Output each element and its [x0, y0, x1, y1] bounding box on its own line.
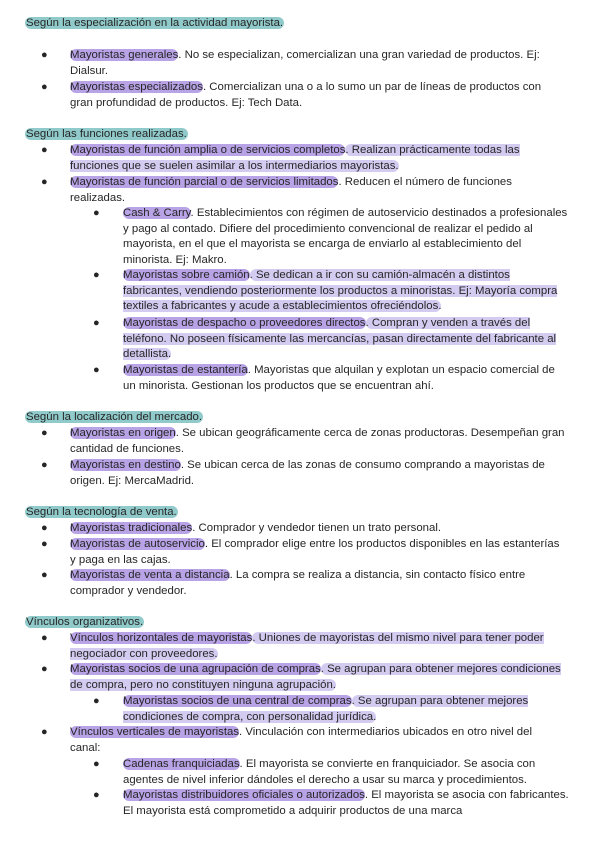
item-text: . Se ubican cerca de las zonas de consumo comprando a mayoristas de origen. Ej: MercaMadrid.: [70, 459, 545, 487]
list-item: [41, 568, 565, 599]
item-text: . Mayoristas que alquilan y explotan un espacio comercial de un minorista. Gestionan los productos que se encuentran ahí.: [123, 364, 555, 392]
term: Mayoristas en destino: [70, 459, 181, 471]
section-heading: Según las funciones realizadas.: [26, 128, 187, 140]
item-text: . Se dedican a ir con su camión-almacén a distintos fabricantes, vendiendo posteriormente los productos a minoristas. Ej: Mayoría compra textiles a fabricantes y acude a establecimientos ofreciéndolos.: [123, 269, 558, 313]
bullet-icon: ●: [41, 632, 48, 644]
list-item: [41, 662, 565, 693]
item-text: . Se agrupan para obtener mejores condiciones de compra, pero no constituyen ninguna agrupación.: [70, 663, 561, 691]
item-text: . Reducen el número de funciones realizadas.: [70, 176, 512, 204]
list-item: [41, 521, 565, 537]
bullet-icon: ●: [93, 789, 100, 801]
term: Mayoristas de autoservicio: [70, 538, 205, 550]
bullet-icon: ●: [41, 663, 48, 675]
list-item: [41, 143, 565, 174]
term: Mayoristas socios de una agrupación de compras: [70, 663, 321, 675]
list-item: [93, 206, 570, 268]
list-item: [41, 175, 565, 206]
item-text: . El mayorista se asocia con fabricantes. El mayorista está comprometido a adquirir productos de una marca: [123, 789, 569, 817]
bullet-icon: ●: [41, 538, 48, 550]
term: Mayoristas de despacho o proveedores directos: [123, 317, 366, 329]
list-item: [41, 80, 565, 111]
section-heading: Según la tecnología de venta.: [26, 506, 177, 518]
section-heading: Vínculos organizativos.: [26, 616, 144, 628]
item-text: . El mayorista se convierte en franquiciador. Se asocia con agentes de nivel inferior dándoles el derecho a usar su marca y procedimientos.: [123, 758, 536, 786]
bullet-icon: ●: [41, 459, 48, 471]
term: Mayoristas especializados: [70, 81, 203, 93]
item-text: . Vinculación con intermediarios ubicados en otro nivel del canal:: [70, 726, 532, 754]
list-item: [93, 268, 570, 315]
item-text: . Se ubican geográficamente cerca de zonas productoras. Desempeñan gran cantidad de funciones.: [70, 427, 565, 455]
term: Mayoristas de función amplia o de servicios completos: [70, 144, 346, 156]
section-heading: Según la localización del mercado.: [26, 411, 203, 423]
bullet-icon: ●: [41, 81, 48, 93]
list-item: [93, 757, 570, 788]
list-item: [41, 631, 565, 662]
term: Mayoristas distribuidores oficiales o autorizados: [123, 789, 365, 801]
term: Mayoristas de función parcial o de servicios limitados: [70, 176, 339, 188]
list-item: [93, 363, 570, 394]
bullet-icon: ●: [41, 522, 48, 534]
list-item: [41, 458, 565, 489]
item-text: . Comercializan una o a lo sumo un par de líneas de productos con gran profundidad de productos. Ej: Tech Data.: [70, 81, 542, 109]
item-text: . El comprador elige entre los productos disponibles en las estanterías y paga en las cajas.: [70, 538, 560, 566]
item-text: . Comprador y vendedor tienen un trato personal.: [192, 522, 442, 534]
list-item: [41, 48, 565, 79]
bullet-icon: ●: [41, 144, 48, 156]
term: Cadenas franquiciadas: [123, 758, 240, 770]
section-heading: Según la especialización en la actividad mayorista.: [26, 17, 284, 29]
item-text: . Establecimientos con régimen de autoservicio destinados a profesionales y pago al contado. Difiere del procedimiento convencional de realizar el pedido al mayorista, en el que el mayorista se encarga de enviarlo al establecimiento del minorista. Ej: Makro.: [123, 207, 568, 266]
term: Cash & Carry: [123, 207, 191, 219]
item-text: . Uniones de mayoristas del mismo nivel para tener poder negociador con proveedores.: [70, 632, 544, 660]
term: Mayoristas generales: [70, 49, 179, 61]
bullet-icon: ●: [41, 726, 48, 738]
bullet-icon: ●: [93, 207, 100, 219]
item-text: . La compra se realiza a distancia, sin contacto físico entre comprador y vendedor.: [70, 569, 526, 597]
bullet-icon: ●: [93, 269, 100, 281]
bullet-icon: ●: [41, 176, 48, 188]
term: Vínculos horizontales de mayoristas: [70, 632, 253, 644]
term: Mayoristas en origen: [70, 427, 176, 439]
term: Mayoristas de venta a distancia: [70, 569, 230, 581]
bullet-icon: ●: [41, 49, 48, 61]
item-text: . Realizan prácticamente todas las funciones que se suelen asimilar a los intermediarios mayoristas.: [70, 144, 520, 172]
bullet-icon: ●: [41, 569, 48, 581]
bullet-icon: ●: [93, 364, 100, 376]
bullet-icon: ●: [93, 695, 100, 707]
item-text: . Compran y venden a través del teléfono. No poseen físicamente las mercancías, pasan directamente del fabricante al detallista.: [123, 317, 557, 361]
bullet-icon: ●: [93, 317, 100, 329]
item-text: . Se agrupan para obtener mejores condiciones de compra, con personalidad jurídica.: [123, 695, 529, 723]
bullet-icon: ●: [41, 427, 48, 439]
term: Vínculos verticales de mayoristas: [70, 726, 240, 738]
item-text: . No se especializan, comercializan una gran variedad de productos. Ej: Dialsur.: [70, 49, 540, 77]
bullet-icon: ●: [93, 758, 100, 770]
list-item: [41, 537, 565, 568]
term: Mayoristas sobre camión: [123, 269, 250, 281]
term: Mayoristas de estantería: [123, 364, 248, 376]
list-item: [41, 725, 565, 756]
list-item: [93, 788, 570, 819]
list-item: [93, 694, 570, 725]
list-item: [41, 426, 565, 457]
term: Mayoristas socios de una central de compras: [123, 695, 352, 707]
list-item: [93, 316, 570, 363]
term: Mayoristas tradicionales: [70, 522, 193, 534]
